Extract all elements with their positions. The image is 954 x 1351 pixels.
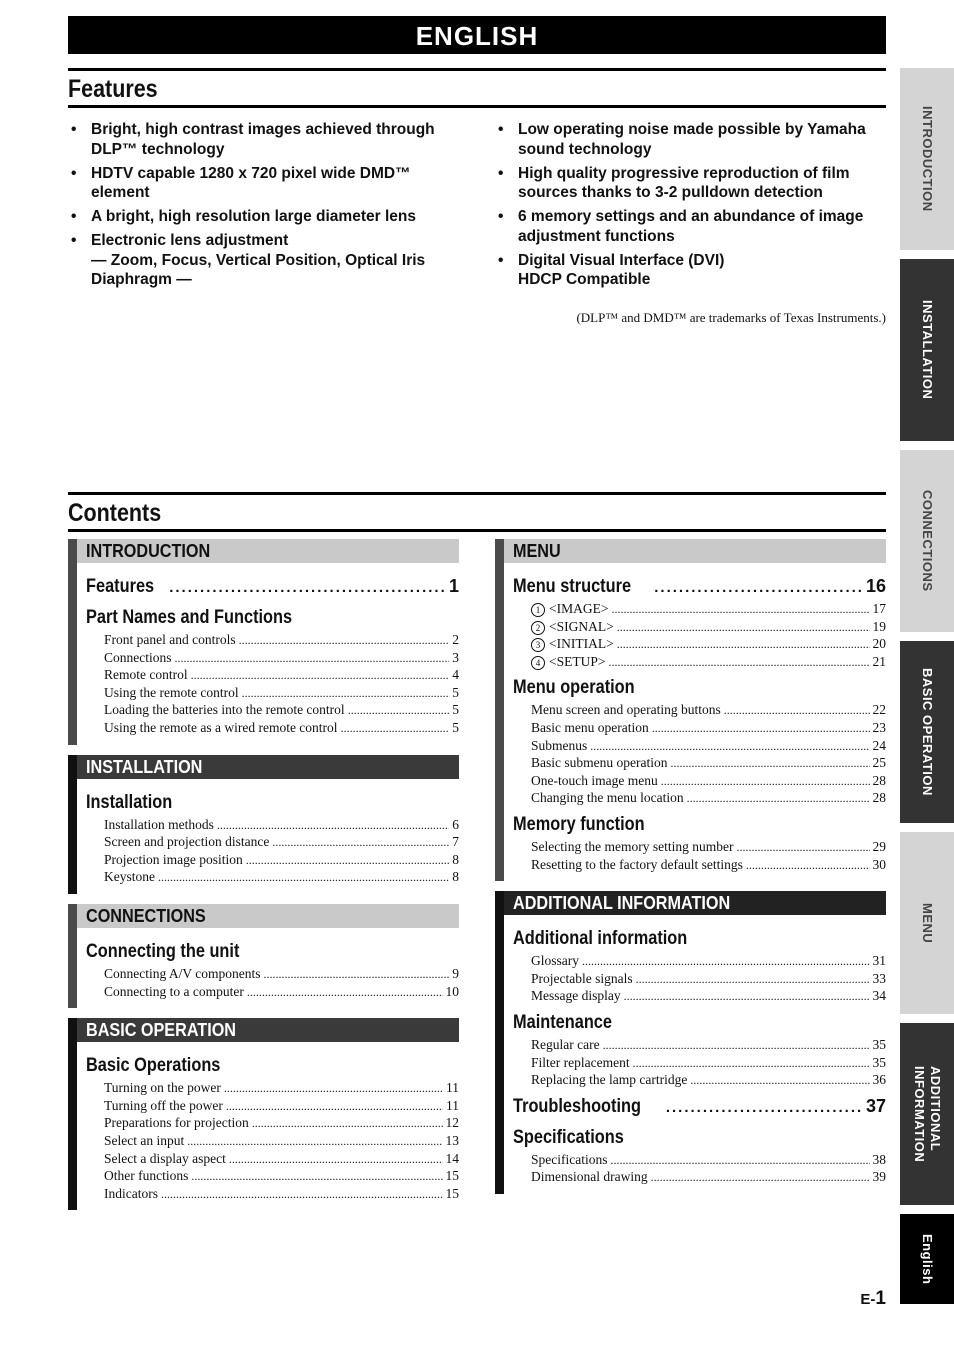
toc-entry-label: <SIGNAL> [549,618,614,634]
feature-item: • A bright, high resolution large diameter lens [69,207,459,227]
toc-topic-menu-structure[interactable]: Menu structure ..... 16 [513,573,886,600]
side-tab-label: ADDITIONAL INFORMATION [912,1065,943,1163]
dot-leader [724,702,870,720]
features-list-right [496,120,886,294]
side-tab-installation[interactable] [900,259,954,441]
toc-entry-page: 29 [872,838,886,854]
toc-entry[interactable] [513,1054,886,1072]
toc-entry-page: 10 [445,983,459,999]
toc-entry[interactable] [513,737,886,755]
dot-leader [590,738,869,756]
dot-leader [690,1072,869,1090]
toc-entry-page: 34 [872,988,886,1004]
toc-entry[interactable] [86,631,459,649]
dot-leader [217,817,449,835]
toc-topic-features[interactable]: Features ..... 1 [86,573,459,600]
toc-entry-page: 13 [445,1132,459,1148]
toc-entry[interactable] [513,635,886,653]
toc-category-menu [495,539,886,881]
toc-entry-label: Select a display aspect [104,1150,226,1166]
dot-leader [191,1168,442,1186]
side-tab-label: MENU [920,902,935,944]
toc-entry[interactable] [86,1185,459,1203]
toc-entry-page: 11 [446,1097,459,1113]
toc-entry-label: Glossary [531,953,579,969]
toc-entry[interactable] [513,838,886,856]
toc-entries [86,816,459,886]
toc-entry[interactable] [513,952,886,970]
side-tab-introduction[interactable] [900,68,954,250]
dot-leader [603,1037,870,1055]
dot-leader [272,834,449,852]
language-banner: ENGLISH [68,16,886,54]
toc-entry-label: Keystone [104,869,155,885]
feature-item: • Digital Visual Interface (DVI) HDCP Compatible [496,251,886,290]
toc-entry-page: 30 [872,856,886,872]
toc-entry-label: Using the remote control [104,684,239,700]
category-heading[interactable]: BASIC OPERATION [77,1018,459,1042]
toc-entry-page: 6 [452,816,459,832]
toc-entry[interactable] [513,719,886,737]
toc-entry[interactable] [86,1114,459,1132]
toc-entry-page: 35 [872,1054,886,1070]
toc-entry-label: Regular care [531,1036,600,1052]
toc-entry-label: Submenus [531,737,588,753]
dot-leader [187,1133,442,1151]
toc-entry[interactable] [86,851,459,869]
toc-entry-page: 14 [445,1150,459,1166]
toc-entry[interactable] [86,833,459,851]
dot-leader [264,966,450,984]
dot-leader [651,1169,870,1187]
dot-leader [246,852,450,870]
toc-entries [513,838,886,873]
toc-entries [513,1036,886,1089]
toc-topic-additional-information[interactable]: Additional information [513,928,688,950]
dot-leader [746,857,870,875]
toc-entry-page: 8 [452,851,459,867]
dot-leader [341,720,450,738]
toc-entry[interactable] [86,965,459,983]
toc-entry-page: 28 [872,790,886,806]
toc-entry-label: Turning on the power [104,1080,221,1096]
toc-topic-memory-function[interactable]: Memory function [513,813,645,835]
toc-entry-page: 23 [872,719,886,735]
toc-entry[interactable] [86,649,459,667]
toc-entries [86,631,459,737]
toc-entry-label: Connecting A/V components [104,965,261,981]
dot-leader [247,984,443,1002]
toc-entry[interactable] [513,653,886,671]
features-title: Features [68,75,158,103]
side-tab-english[interactable] [900,1214,954,1304]
toc-topic-installation[interactable]: Installation [86,791,173,813]
toc-entry[interactable] [86,1167,459,1185]
toc-entry-label: Front panel and controls [104,632,236,647]
dot-leader [191,667,450,685]
contents-title: Contents [68,499,162,527]
toc-entry-label: Changing the menu location [531,790,684,806]
toc-topic-maintenance[interactable]: Maintenance [513,1011,612,1033]
toc-entry[interactable] [86,868,459,886]
toc-topic-part-names[interactable]: Part Names and Functions [86,607,293,628]
toc-entries [86,1079,459,1202]
dot-leader [736,839,869,857]
circled-number: 1 [531,603,545,617]
features-heading [68,68,886,108]
dot-leader [617,619,870,637]
toc-entry-page: 22 [872,702,886,718]
toc-entry-label: Select an input [104,1132,185,1148]
dot-leader [224,1080,443,1098]
toc-entry-page: 39 [872,1169,886,1185]
side-tab-additional-information[interactable] [900,1023,954,1205]
feature-item: • Low operating noise made possible by Yamaha sound technology [496,120,886,159]
toc-entry-page: 28 [872,772,886,788]
toc-entry-label: Menu screen and operating buttons [531,702,721,718]
toc-entry-page: 12 [445,1115,459,1131]
toc-entry-page: 36 [872,1072,886,1088]
dot-leader [687,790,870,808]
side-tab-label: BASIC OPERATION [920,668,935,796]
category-heading[interactable]: ADDITIONAL INFORMATION [504,891,886,915]
feature-item: • High quality progressive reproduction of film sources thanks to 3-2 pulldown detection [496,164,886,203]
contents-column-left [68,539,459,1220]
trademark-note: (DLP™ and DMD™ are trademarks of Texas Instruments.) [576,310,886,325]
dot-leader [226,1098,443,1116]
toc-entry-label: Remote control [104,667,188,683]
circled-number: 3 [531,638,545,652]
dot-leader [611,601,869,619]
toc-entry-page: 35 [872,1036,886,1052]
toc-entry-label: Installation methods [104,816,214,832]
toc-entry-page: 25 [872,755,886,771]
toc-entry-label: Preparations for projection [104,1115,249,1131]
toc-entry-page: 24 [872,737,886,753]
contents-heading [68,492,886,532]
toc-entries [86,965,459,1000]
toc-entry[interactable] [86,1132,459,1150]
dot-leader [242,685,450,703]
toc-category-installation [68,755,459,894]
toc-entry-page: 7 [452,834,459,850]
toc-entry-label: Message display [531,988,621,1004]
circled-number: 2 [531,621,545,635]
toc-entry-page: 33 [872,970,886,986]
side-tab-label: English [920,1233,935,1285]
toc-entry[interactable] [513,970,886,988]
toc-entry-page: 15 [445,1168,459,1184]
feature-item: • Bright, high contrast images achieved through DLP™ technology [69,120,459,159]
dot-leader [617,636,870,654]
dot-leader [161,1186,443,1204]
dot-leader [609,654,870,672]
toc-entries [513,701,886,807]
dot-leader [239,632,450,650]
toc-entry[interactable] [86,1150,459,1168]
page-number: E-1 [860,1288,886,1309]
side-tab-label: CONNECTIONS [920,490,935,592]
toc-entry-label: Other functions [104,1168,189,1184]
toc-entry-page: 4 [452,667,459,683]
dot-leader [175,650,450,668]
toc-topic-troubleshooting[interactable]: Troubleshooting ..... 37 [513,1093,886,1120]
toc-entry-page: 3 [452,649,459,665]
toc-entry-label: Using the remote as a wired remote control [104,719,338,735]
toc-entry-label: Resetting to the factory default settings [531,856,743,872]
dot-leader [624,988,870,1006]
feature-item: • 6 memory settings and an abundance of image adjustment functions [496,207,886,246]
side-tab-label: INSTALLATION [920,300,935,400]
toc-entry[interactable] [513,856,886,874]
feature-item: • Electronic lens adjustment — Zoom, Focus, Vertical Position, Optical Iris Diaphragm — [69,231,459,290]
features-list-left [69,120,459,294]
toc-entry-page: 5 [452,719,459,735]
toc-entry-page: 38 [872,1151,886,1167]
toc-entry[interactable] [513,600,886,618]
dot-leader [348,702,450,720]
side-tab-connections[interactable] [900,450,954,632]
toc-topic-specifications[interactable]: Specifications [513,1126,624,1148]
dot-leader [158,869,449,887]
dot-leader [582,953,870,971]
toc-entry-label: Basic submenu operation [531,755,668,771]
toc-entries [513,952,886,1005]
toc-entry[interactable] [86,1097,459,1115]
toc-entry[interactable] [513,789,886,807]
toc-entry[interactable] [513,1151,886,1169]
toc-entry-label: Replacing the lamp cartridge [531,1072,688,1088]
toc-entry[interactable] [513,754,886,772]
toc-entry[interactable] [513,987,886,1005]
toc-entry-label: Connecting to a computer [104,983,244,999]
side-tab-menu[interactable] [900,832,954,1014]
toc-entry[interactable] [86,816,459,834]
dot-leader [229,1151,443,1169]
toc-entry-label: Dimensional drawing [531,1169,648,1185]
toc-category-basic-operation [68,1018,459,1210]
toc-entry-page: 17 [872,601,886,616]
toc-category-introduction [68,539,459,745]
toc-entry-label: Screen and projection distance [104,834,270,850]
contents-column-right [495,539,886,1204]
toc-entry-label: <IMAGE> [549,601,609,616]
toc-entry[interactable] [86,684,459,702]
toc-category-connections [68,904,459,1008]
toc-entry-label: Indicators [104,1185,158,1201]
category-heading[interactable]: INSTALLATION [77,755,459,779]
feature-item: • HDTV capable 1280 x 720 pixel wide DMD™ element [69,164,459,203]
dot-leader [661,773,870,791]
category-heading[interactable]: INTRODUCTION [77,539,459,563]
toc-entry-page: 31 [872,953,886,969]
toc-entry-label: Selecting the memory setting number [531,838,734,854]
toc-entry[interactable] [513,701,886,719]
toc-category-additional-information [495,891,886,1194]
toc-entry-page: 2 [452,632,459,647]
side-tab-basic-operation[interactable] [900,641,954,823]
toc-entry-label: Filter replacement [531,1054,630,1070]
toc-entry-page: 19 [872,618,886,634]
dot-leader [252,1115,443,1133]
toc-entry-label: <SETUP> [549,653,606,669]
toc-entry-label: Connections [104,649,172,665]
category-heading[interactable]: CONNECTIONS [77,904,459,928]
toc-entry-label: One-touch image menu [531,772,658,788]
toc-entry-page: 8 [452,869,459,885]
toc-entry-page: 9 [452,965,459,981]
dot-leader [670,755,869,773]
toc-entry[interactable] [86,666,459,684]
category-heading[interactable]: MENU [504,539,886,563]
side-tab-label: INTRODUCTION [920,106,935,212]
toc-topic-menu-operation[interactable]: Menu operation [513,677,635,699]
toc-entry-page: 5 [452,702,459,718]
dot-leader [636,971,870,989]
toc-entry[interactable] [513,1036,886,1054]
toc-entries [513,600,886,670]
toc-entries [513,1151,886,1186]
toc-topic-basic-operations[interactable]: Basic Operations [86,1055,221,1077]
toc-entry-page: 11 [446,1080,459,1096]
dot-leader [652,720,870,738]
toc-entry-label: Turning off the power [104,1097,223,1113]
toc-entry-label: Specifications [531,1151,608,1167]
toc-entry-label: Loading the batteries into the remote control [104,702,345,718]
toc-topic-connecting[interactable]: Connecting the unit [86,940,240,962]
toc-entry-page: 5 [452,684,459,700]
toc-entry[interactable] [86,719,459,737]
toc-entry-label: <INITIAL> [549,636,614,652]
circled-number: 4 [531,656,545,670]
dot-leader [610,1152,869,1170]
toc-entry-page: 21 [872,653,886,669]
toc-entry[interactable] [513,1071,886,1089]
toc-entry[interactable] [513,1168,886,1186]
toc-entry[interactable] [86,1079,459,1097]
toc-entry[interactable] [513,772,886,790]
toc-entry-page: 15 [445,1185,459,1201]
toc-entry[interactable] [513,618,886,636]
toc-entry[interactable] [86,701,459,719]
toc-entry-label: Projection image position [104,851,243,867]
toc-entry-label: Basic menu operation [531,719,649,735]
dot-leader [633,1055,870,1073]
toc-entry-page: 20 [872,636,886,652]
toc-entry-label: Projectable signals [531,970,633,986]
toc-entry[interactable] [86,983,459,1001]
